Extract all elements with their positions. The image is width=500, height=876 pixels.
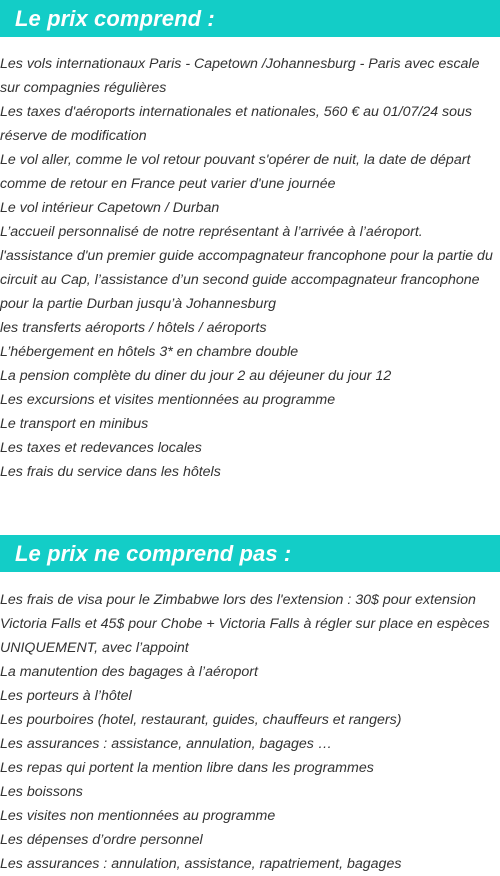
excluded-item: Les porteurs à l’hôtel [0,688,132,704]
included-item: La pension complète du diner du jour 2 au déjeuner du jour 12 [0,368,392,384]
excluded-item: Les repas qui portent la mention libre dans les programmes [0,760,374,776]
included-item: Les vols internationaux Paris - Capetown /Johannesburg - Paris avec escale sur compagnies régulières [0,56,480,96]
included-list [0,52,500,484]
excluded-item: Les pourboires (hotel, restaurant, guides, chauffeurs et rangers) [0,712,402,728]
excluded-item: Les assurances : assistance, annulation, bagages … [0,736,333,752]
included-item: Le transport en minibus [0,416,149,432]
excluded-section [0,535,500,876]
excluded-item: Les visites non mentionnées au programme [0,808,276,824]
included-item: Les taxes et redevances locales [0,440,202,456]
included-item: Les frais du service dans les hôtels [0,464,221,480]
included-item: Les taxes d'aéroports internationales et nationales, 560 € au 01/07/24 sous réserve de modification [0,104,473,144]
included-item: Le vol aller, comme le vol retour pouvant s'opérer de nuit, la date de départ comme de retour en France peut varier d'une journée [0,152,471,192]
excluded-list [0,588,500,876]
excluded-item: La manutention des bagages à l’aéroport [0,664,258,680]
excluded-item: Les assurances : annulation, assistance, rapatriement, bagages [0,856,402,872]
included-title: Le prix comprend : [15,5,215,31]
included-item: L’accueil personnalisé de notre représentant à l’arrivée à l’aéroport. [0,224,423,240]
excluded-item: Les dépenses d’ordre personnel [0,832,203,848]
included-item: L’hébergement en hôtels 3* en chambre double [0,344,299,360]
excluded-item: Les boissons [0,784,83,800]
included-item: Le vol intérieur Capetown / Durban [0,200,220,216]
excluded-title: Le prix ne comprend pas : [15,540,292,566]
included-item: les transferts aéroports / hôtels / aéroports [0,320,267,336]
included-banner [0,0,500,37]
included-item: Les excursions et visites mentionnées au programme [0,392,336,408]
included-item: l'assistance d'un premier guide accompagnateur francophone pour la partie du circuit au Cap, l’assistance d’un second guide accompagnateur francophone pour la partie Durban jusqu’à Johannesburg [0,248,493,312]
excluded-item: Les frais de visa pour le Zimbabwe lors des l'extension : 30$ pour extension Victoria Falls et 45$ pour Chobe + Victoria Falls à régler sur place en espèces UNIQUEMENT, avec l’appoint [0,592,490,656]
excluded-banner [0,535,500,572]
